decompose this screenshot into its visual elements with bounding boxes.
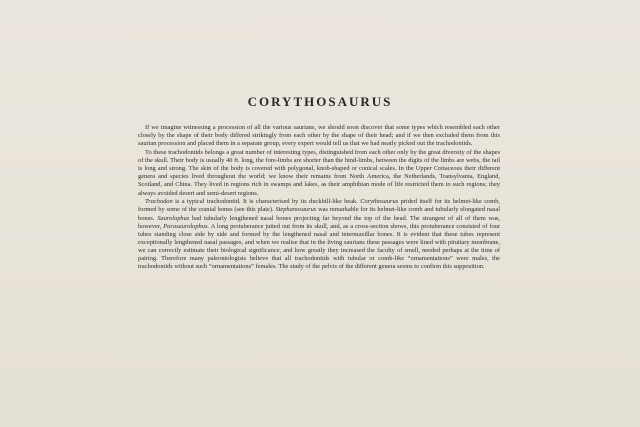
paragraph-2 xyxy=(138,149,500,198)
italic-term: Trachodon xyxy=(145,198,173,206)
italic-term: Corythosaurus xyxy=(360,198,399,206)
text-run: had tubularly lengthened nasal bones projecting far beyond the top of the head. The strangest of all of them was, however, xyxy=(138,214,500,230)
italic-term: Parasaurolophus. xyxy=(163,222,210,230)
page-title: CORYTHOSAURUS xyxy=(247,94,393,109)
paragraph-1 xyxy=(138,124,500,148)
text-run: A long protuberance jutted out from its skull, and, as a cross-section shows, this protuberance consisted of four tubes standing close side by side and formed by the lengthened nasal and intermaxillar bones. It is evident that these tubes represent exceptionally lengthened nasal passages, and when we realise that in the living saurians these passages were lined with pituitary membrane, we can correctly estimate their biological significance, and how greatly they increased the faculty of smell, needed perhaps at the time of pairing. Therefore many paleontologists believe that all trachodontids with tubular or comb-like “ornamentations” were males, the trachodontids without such “ornamentations” females. The study of the pelvis of the different genera seems to confirm this supposition. xyxy=(138,222,500,271)
text-run: To these trachodontids belongs a great number of interesting types, distinguished from each other only by the great diversity of the shapes of the skull. Their body is usually 40 ft. long, the fore-limbs are shorter than the hind-limbs, between the digits of the limbs are webs, the tail is long and strong. The skin of the body is covered with polygonal, knob-shaped or conical scales. In the Upper Cretaceous their different genera and species lived throughout the world; we know their remains from North America, the Netherlands, Transylvania, England, Scotland, and China. They lived in regions rich in swamps and lakes, as their amphibian mode of life restricted them to such regions; they always avoided desert and semi-desert regions. xyxy=(138,148,500,197)
text-run: was remarkable for its helmet-like comb and tubularly elongated nasal bones. xyxy=(138,206,500,222)
text-run: prided itself for its helmet-like comb, formed by some of the cranial bones (see this plate). xyxy=(138,198,500,214)
text-run: If we imagine witnessing a procession of all the various saurians, we should soon discover that some types which resembled each other closely by the shape of their body differed strikingly from each other by the shape of their head; and if we then excluded them from this saurian procession and placed them in a separate group, every expert would tell us that we had neatly picked out the trachodontids. xyxy=(138,124,500,148)
text-run: is a typical trachodontid. It is characterised by its duckbill-like beak. xyxy=(172,198,361,206)
italic-term: Saurolophus xyxy=(157,214,190,222)
body-text xyxy=(138,124,500,272)
italic-term: Stephanosaurus xyxy=(275,206,317,214)
paragraph-3 xyxy=(138,198,500,271)
